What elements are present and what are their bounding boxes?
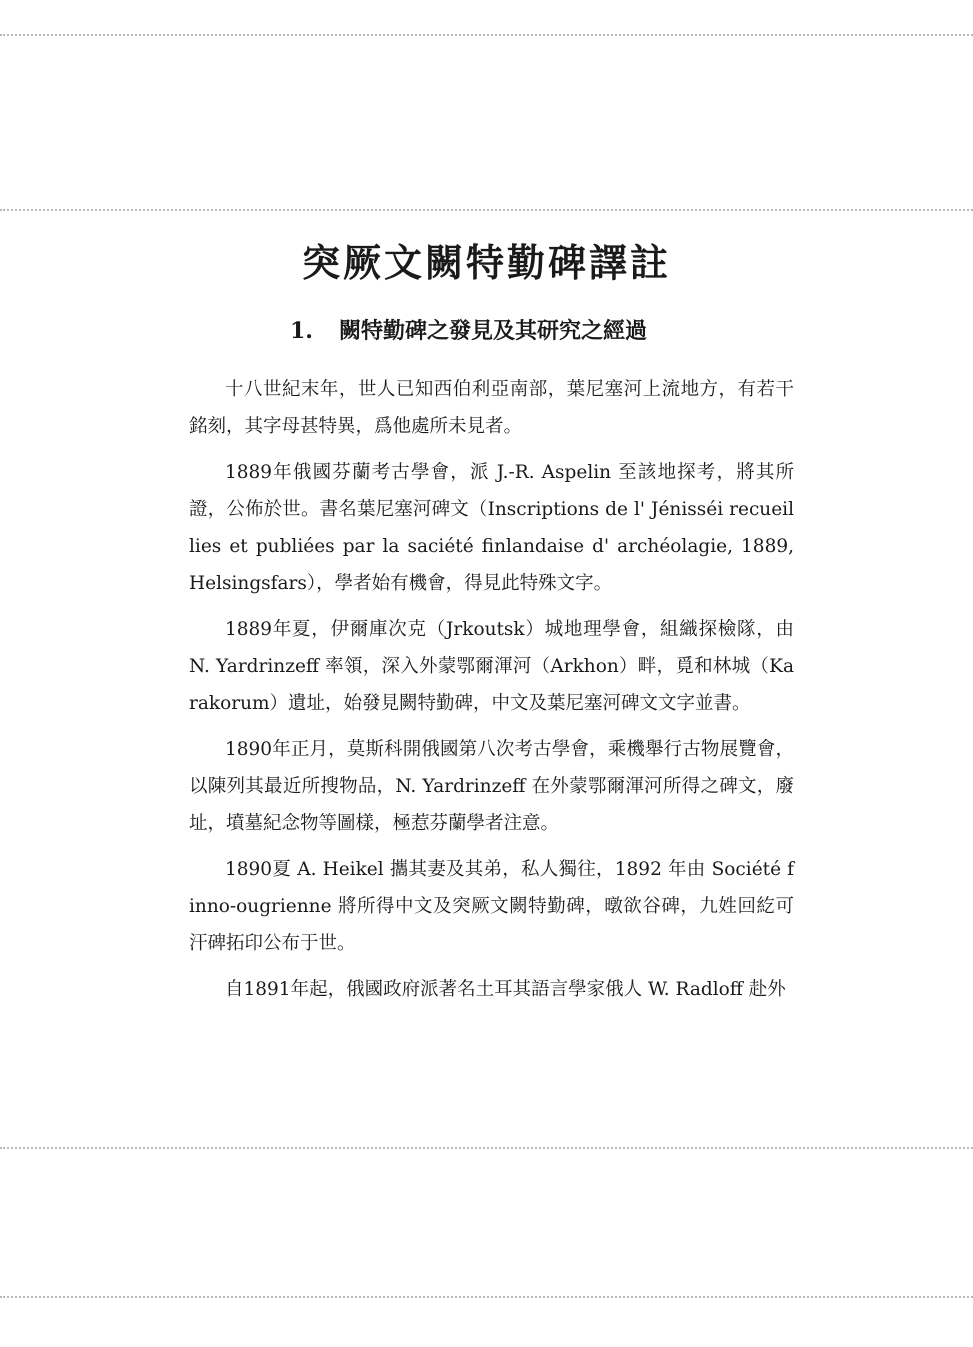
body-text [189,371,794,1017]
section-heading-text: 闕特勤碑之發見及其研究之經過 [338,318,647,344]
dotted-rule-lower [0,1147,973,1149]
page-title: 突厥文闕特勤碑譯註 [301,240,671,285]
paragraph: 1890年正月，莫斯科開俄國第八次考古學會，乘機舉行古物展覽會，以陳列其最近所搜物品，N. Yardrinzeff 在外蒙鄂爾渾河所得之碑文，廢址，墳墓紀念物等圖樣，極惹芬蘭學者注意。 [189,739,794,834]
paragraph: 自1891年起，俄國政府派著名土耳其語言學家俄人 W. Radloff 赴外 [225,979,786,1000]
dotted-rule-bottom [0,1296,973,1298]
section-heading [290,316,647,346]
paragraph: 1889年夏，伊爾庫次克（Jrkoutsk）城地理學會，組織探檢隊，由 N. Yardrinzeff 率領，深入外蒙鄂爾渾河（Arkhon）畔，覓和林城（Karakorum）遺址，始發見闕特勤碑，中文及葉尼塞河碑文文字並書。 [189,619,794,714]
paragraph: 十八世紀末年，世人已知西伯利亞南部，葉尼塞河上流地方，有若干銘刻，其字母甚特異，爲他處所未見者。 [189,379,794,437]
section-number: 1. [290,318,313,344]
dotted-rule-top [0,34,973,36]
paragraph: 1890夏 A. Heikel 攜其妻及其弟，私人獨往，1892 年由 Société finno-ougrienne 將所得中文及突厥文闕特勤碑，暾欲谷碑，九姓回紇可汗碑拓印公布于世。 [189,859,794,954]
dotted-rule-upper [0,209,973,211]
paragraph: 1889年俄國芬蘭考古學會，派 J.-R. Aspelin 至該地探考，將其所證，公佈於世。書名葉尼塞河碑文（Inscriptions de l' Jénisséi recueillies et publiées par la saciété finlandaise d' archéolagie, 1889, Helsingsfars），學者始有機會，得見此特殊文字。 [189,462,794,594]
